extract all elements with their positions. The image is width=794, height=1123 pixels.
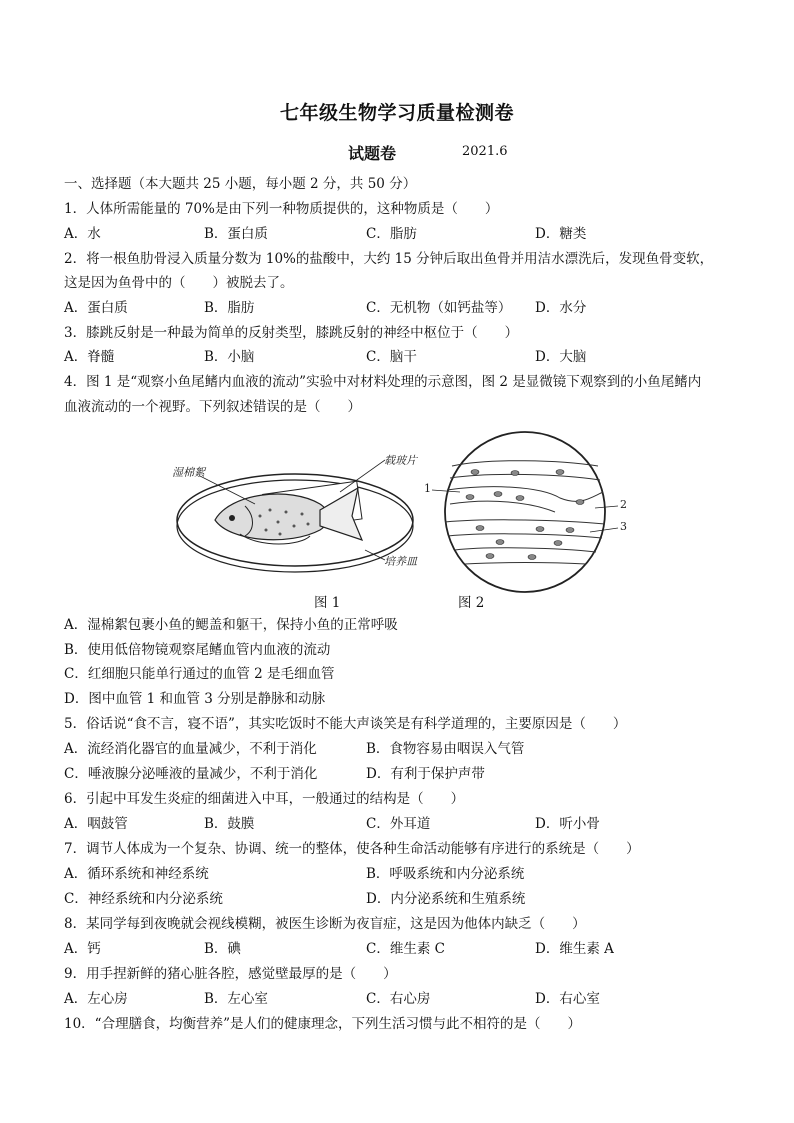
q8-option-d: D．维生素 A xyxy=(535,941,614,957)
q8-stem: 8．某同学每到夜晚就会视线模糊，被医生诊断为夜盲症，这是因为他体内缺乏（ ） xyxy=(64,916,586,932)
q4-stem-line1: 4．图 1 是“观察小鱼尾鳍内血液的流动”实验中对材料处理的示意图，图 2 是显微镜下观察到的小鱼尾鳍内 xyxy=(64,374,702,390)
q1-option-c: C．脂肪 xyxy=(366,226,417,242)
q6-option-c: C．外耳道 xyxy=(366,816,431,832)
fig2-label-1: 1 xyxy=(424,482,431,495)
q2-stem-line1: 2．将一根鱼肋骨浸入质量分数为 10%的盐酸中，大约 15 分钟后取出鱼骨并用洁水漂洗后，发现鱼骨变软， xyxy=(64,251,714,267)
q6-option-d: D．听小骨 xyxy=(535,816,600,832)
exam-subtitle: 试题卷 xyxy=(348,144,397,163)
exam-date: 2021.6 xyxy=(462,144,508,159)
q1-option-b: B．蛋白质 xyxy=(204,226,268,242)
q9-option-c: C．右心房 xyxy=(366,991,431,1007)
q4-option-b: B．使用低倍物镜观察尾鳍血管内血液的流动 xyxy=(64,642,331,658)
q9-stem: 9．用手捏新鲜的猪心脏各腔，感觉壁最厚的是（ ） xyxy=(64,966,397,982)
fig2-label-2: 2 xyxy=(620,498,627,511)
q4-option-d: D．图中血管 1 和血管 3 分别是静脉和动脉 xyxy=(64,691,326,707)
fig1-label-dish: 培养皿 xyxy=(384,555,417,568)
q6-option-a: A．咽鼓管 xyxy=(64,816,128,832)
q8-option-a: A．钙 xyxy=(64,941,101,957)
q6-option-b: B．鼓膜 xyxy=(204,816,255,832)
q5-option-d: D．有利于保护声带 xyxy=(366,766,485,782)
q3-option-a: A．脊髓 xyxy=(64,349,115,365)
q3-option-b: B．小脑 xyxy=(204,349,255,365)
section-heading: 一、选择题（本大题共 25 小题，每小题 2 分，共 50 分） xyxy=(64,176,417,192)
q3-stem: 3．膝跳反射是一种最为简单的反射类型，膝跳反射的神经中枢位于（ ） xyxy=(64,325,519,341)
fig2-caption: 图 2 xyxy=(458,595,485,611)
q2-option-c: C．无机物（如钙盐等） xyxy=(366,300,512,316)
figure-2-microscope-field xyxy=(420,428,640,596)
q8-option-b: B．碘 xyxy=(204,941,241,957)
q9-option-b: B．左心室 xyxy=(204,991,268,1007)
fig2-label-3: 3 xyxy=(620,520,627,533)
q1-option-d: D．糖类 xyxy=(535,226,587,242)
fig1-label-slide: 载玻片 xyxy=(384,454,417,467)
fig1-label-cotton: 湿棉絮 xyxy=(172,466,205,479)
q3-option-d: D．大脑 xyxy=(535,349,587,365)
q7-option-a: A．循环系统和神经系统 xyxy=(64,866,209,882)
q1-stem: 1．人体所需能量的 70%是由下列一种物质提供的，这种物质是（ ） xyxy=(64,201,499,217)
q7-option-c: C．神经系统和内分泌系统 xyxy=(64,891,223,907)
q2-option-b: B．脂肪 xyxy=(204,300,255,316)
q6-stem: 6．引起中耳发生炎症的细菌进入中耳，一般通过的结构是（ ） xyxy=(64,791,465,807)
q5-option-b: B．食物容易由咽误入气管 xyxy=(366,741,525,757)
q4-option-c: C．红细胞只能单行通过的血管 2 是毛细血管 xyxy=(64,666,335,682)
q8-option-c: C．维生素 C xyxy=(366,941,445,957)
q5-option-c: C．唾液腺分泌唾液的量减少，不利于消化 xyxy=(64,766,318,782)
q7-stem: 7．调节人体成为一个复杂、协调、统一的整体，使各种生命活动能够有序进行的系统是（ ） xyxy=(64,841,640,857)
q9-option-a: A．左心房 xyxy=(64,991,128,1007)
q5-option-a: A．流经消化器官的血量减少，不利于消化 xyxy=(64,741,317,757)
q2-option-a: A．蛋白质 xyxy=(64,300,128,316)
q7-option-d: D．内分泌系统和生殖系统 xyxy=(366,891,526,907)
q4-option-a: A．湿棉絮包裹小鱼的鳃盖和躯干，保持小鱼的正常呼吸 xyxy=(64,617,398,633)
exam-title: 七年级生物学习质量检测卷 xyxy=(279,102,514,124)
q1-option-a: A．水 xyxy=(64,226,101,242)
q2-option-d: D．水分 xyxy=(535,300,587,316)
q4-stem-line2: 血液流动的一个视野。下列叙述错误的是（ ） xyxy=(64,399,361,415)
q7-option-b: B．呼吸系统和内分泌系统 xyxy=(366,866,525,882)
q10-stem: 10．“合理膳食，均衡营养”是人们的健康理念，下列生活习惯与此不相符的是（ ） xyxy=(64,1016,581,1032)
q2-stem-line2: 这是因为鱼骨中的（ ）被脱去了。 xyxy=(64,275,294,291)
q5-stem: 5．俗话说“食不言，寝不语”，其实吃饭时不能大声谈笑是有科学道理的，主要原因是（ ） xyxy=(64,716,627,732)
q9-option-d: D．右心室 xyxy=(535,991,600,1007)
fig1-caption: 图 1 xyxy=(314,595,341,611)
q3-option-c: C．脑干 xyxy=(366,349,417,365)
